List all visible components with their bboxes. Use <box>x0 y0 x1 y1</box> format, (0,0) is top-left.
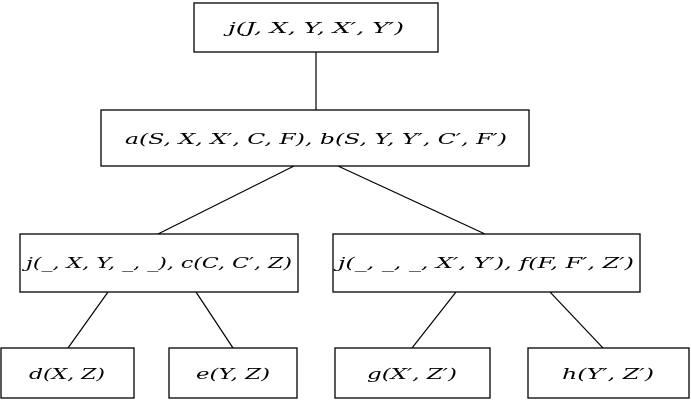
node-right-inner-label: j(_, _, _, X′, Y′), f(F, F′, Z′) <box>333 254 635 272</box>
node-leaf-e-label: e(Y, Z) <box>196 365 271 383</box>
node-leaf-d <box>1 348 134 398</box>
edge-middle-to-left-inner <box>158 166 294 234</box>
edges <box>68 52 603 348</box>
node-left-inner-label: j(_, X, Y, _, _), c(C, C′, Z) <box>21 254 293 272</box>
edge-left-inner-to-leaf-e <box>196 292 233 348</box>
node-leaf-h-label: h(Y′, Z′) <box>562 365 655 383</box>
node-left-inner <box>20 234 298 292</box>
node-right-inner <box>333 234 640 292</box>
edge-left-inner-to-leaf-d <box>68 292 108 348</box>
node-leaf-d-label: d(X, Z) <box>29 365 106 383</box>
node-middle <box>101 110 529 166</box>
node-leaf-g <box>335 348 490 398</box>
node-root <box>194 3 438 52</box>
node-leaf-e <box>169 348 297 398</box>
node-root-label: j(J, X, Y, X′, Y′) <box>223 19 405 37</box>
edge-right-inner-to-leaf-h <box>550 292 603 348</box>
edge-middle-to-right-inner <box>338 166 485 234</box>
node-middle-label: a(S, X, X′, C, F), b(S, Y, Y′, C′, F′) <box>125 130 508 148</box>
edge-right-inner-to-leaf-g <box>412 292 456 348</box>
node-leaf-h <box>528 348 689 398</box>
node-leaf-g-label: g(X′, Z′) <box>367 365 458 383</box>
